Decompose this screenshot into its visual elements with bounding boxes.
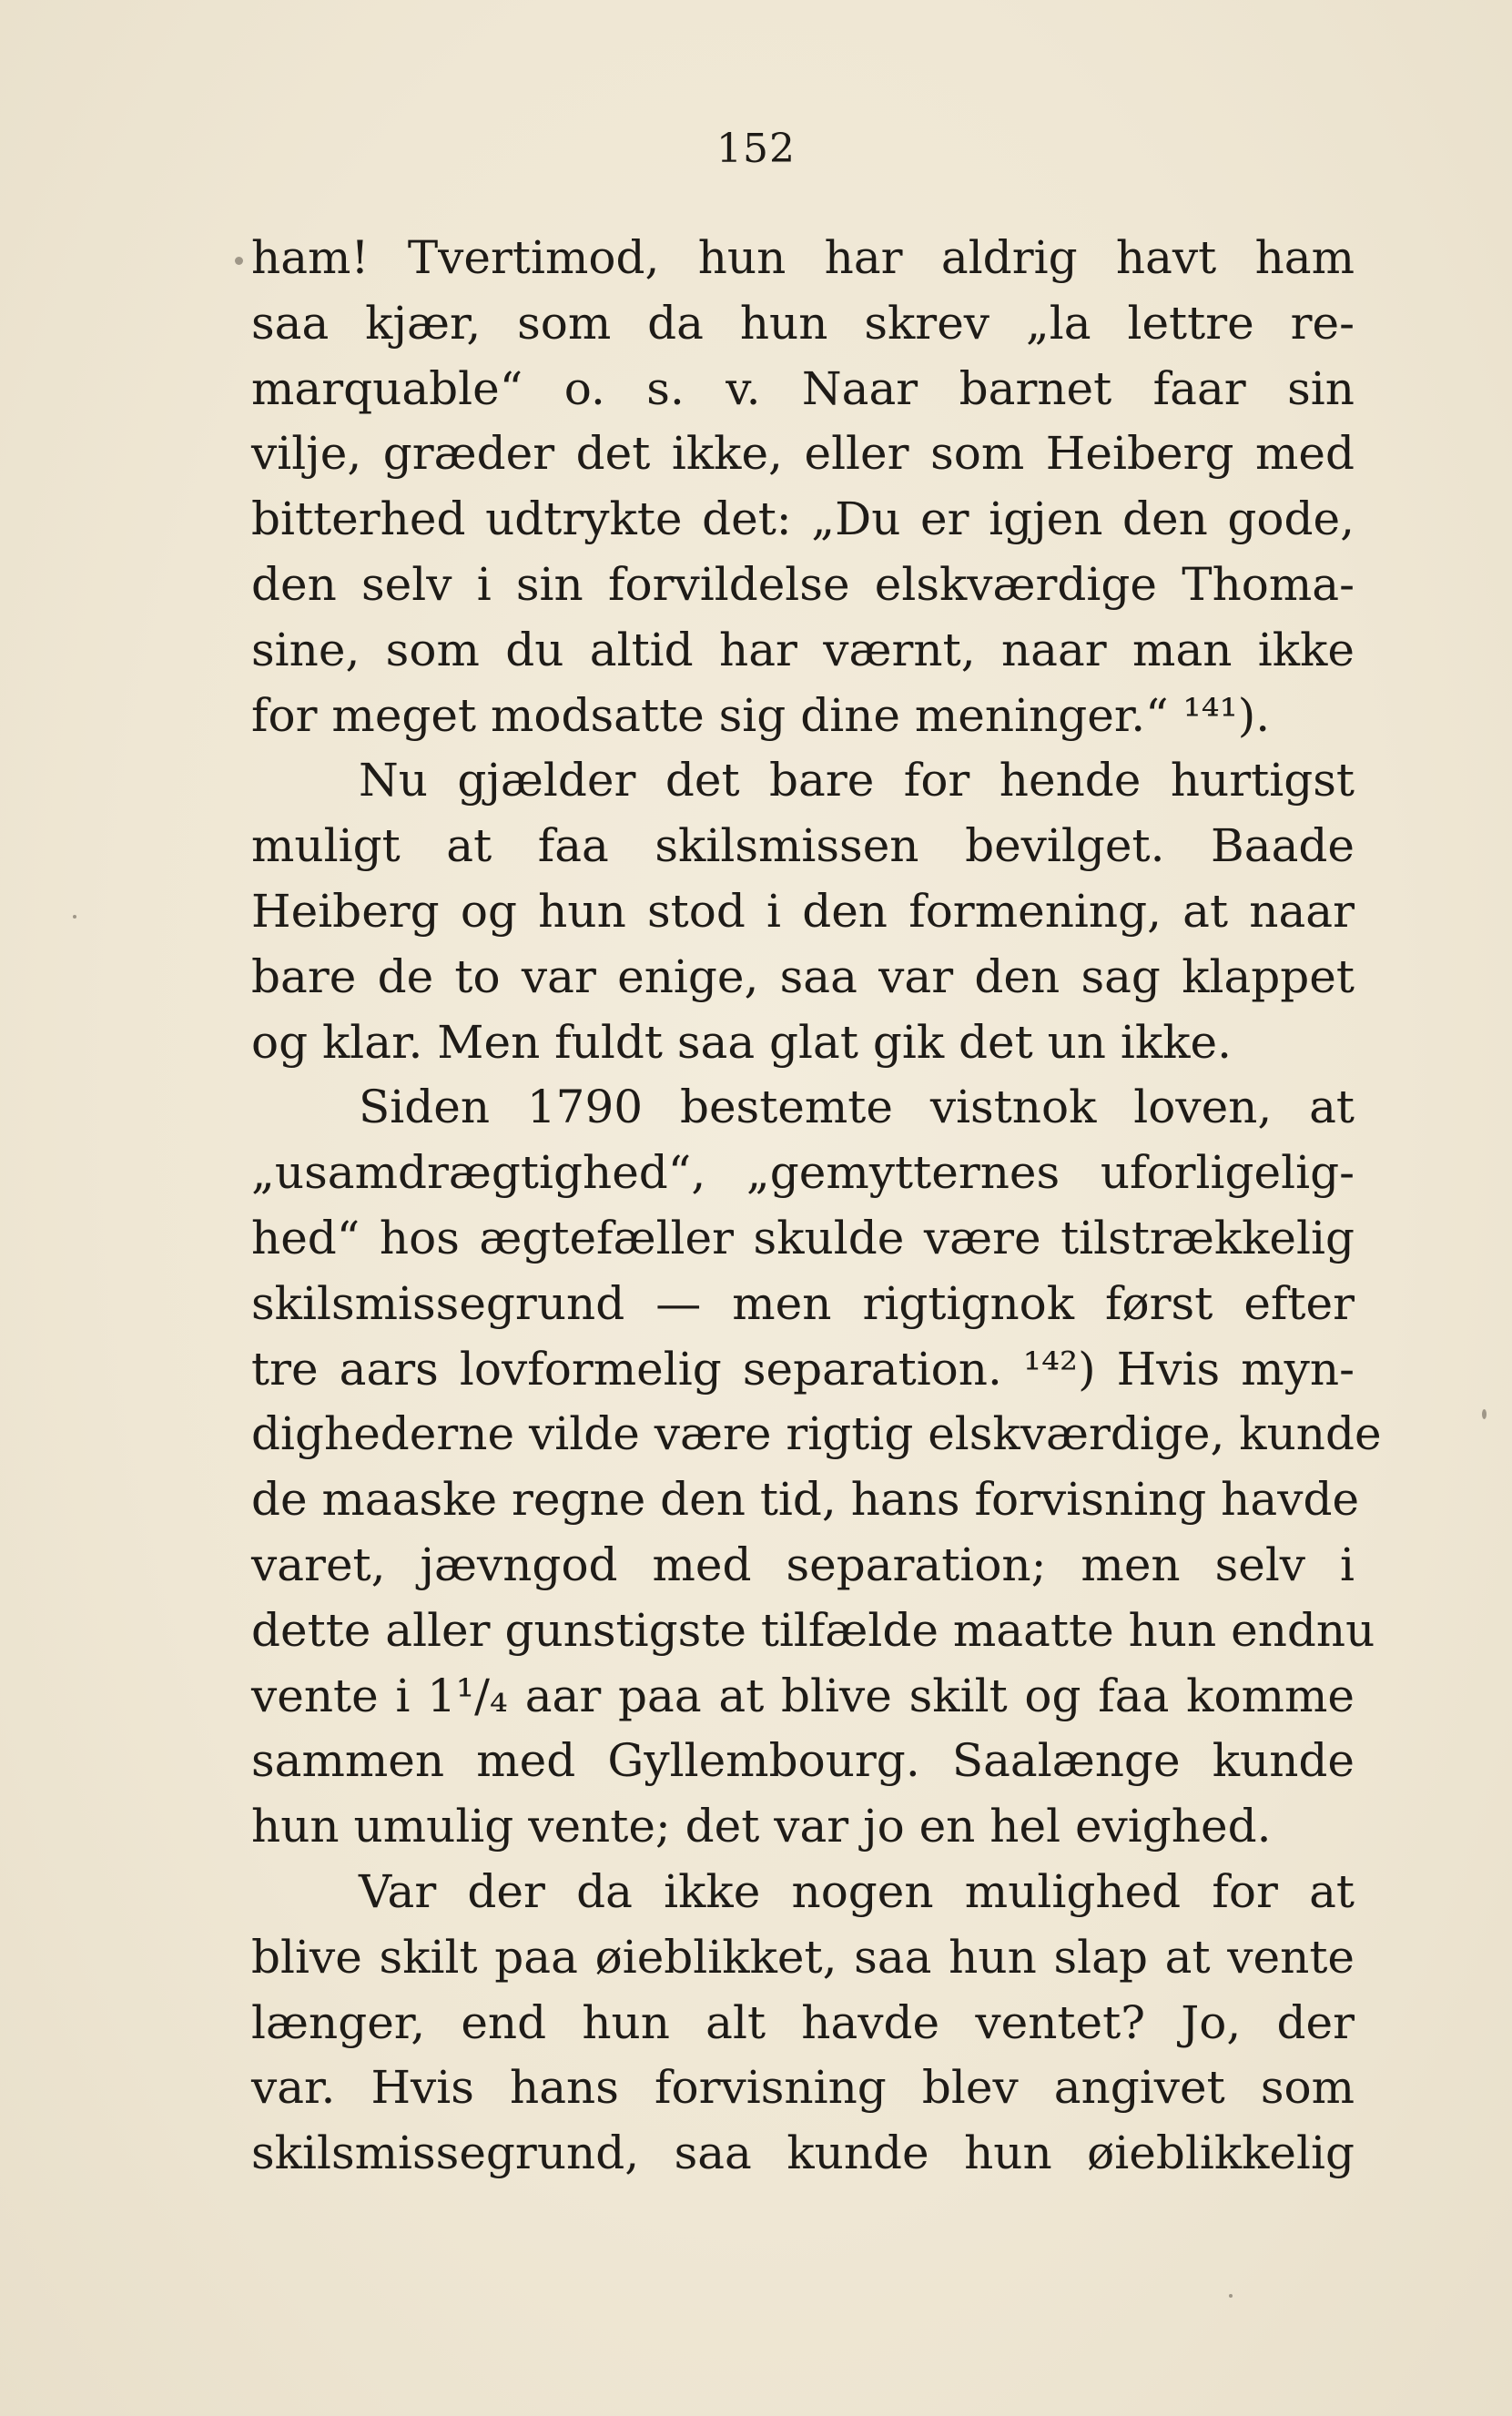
text-line: for meget modsatte sig dine meninger.“ ¹⁴¹). <box>251 688 1271 742</box>
text-line: saa kjær, som da hun skrev „la lettre re- <box>251 296 1355 350</box>
text-line: længer, end hun alt havde ventet? Jo, der <box>251 1995 1355 2049</box>
text-line: vente i 1¹/₄ aar paa at blive skilt og faa komme <box>251 1669 1355 1722</box>
text-line: hun umulig vente; det var jo en hel evighed. <box>251 1800 1272 1853</box>
text-line: varet, jævngod med separation; men selv i <box>251 1538 1355 1591</box>
text-line: skilsmissegrund — men rigtignok først efter <box>251 1276 1355 1330</box>
text-line: Heiberg og hun stod i den formening, at naar <box>251 884 1355 938</box>
text-line: den selv i sin forvildelse elskværdige Thoma- <box>251 557 1355 611</box>
text-line: muligt at faa skilsmissen bevilget. Baade <box>251 819 1355 873</box>
page-number: 152 <box>716 126 796 172</box>
text-line: Nu gjælder det bare for hende hurtigst <box>359 754 1355 807</box>
paper-speck <box>1482 1409 1487 1419</box>
paper-speck <box>1229 2294 1233 2298</box>
text-line: bitterhed udtrykte det: „Du er igjen den gode, <box>251 492 1355 546</box>
text-line: bare de to var enige, saa var den sag klappet <box>251 949 1355 1003</box>
text-line: var. Hvis hans forvisning blev angivet som <box>251 2061 1355 2115</box>
text-line: og klar. Men fuldt saa glat gik det un ikke. <box>251 1015 1232 1069</box>
text-line: marquable“ o. s. v. Naar barnet faar sin <box>251 361 1355 415</box>
paper-speck <box>73 915 76 919</box>
text-line: dighederne vilde være rigtig elskværdige, kunde <box>251 1407 1382 1461</box>
text-line: dette aller gunstigste tilfælde maatte hun endnu <box>251 1603 1375 1657</box>
text-line: sammen med Gyllembourg. Saalænge kunde <box>251 1734 1355 1788</box>
text-line: sine, som du altid har værnt, naar man ikke <box>251 623 1355 676</box>
paper-speck <box>235 257 243 265</box>
text-line: „usamdrægtighed“, „gemytternes uforligelig- <box>251 1146 1355 1200</box>
text-line: Var der da ikke nogen mulighed for at <box>359 1864 1355 1918</box>
text-line: de maaske regne den tid, hans forvisning havde <box>251 1473 1360 1527</box>
text-line: skilsmissegrund, saa kunde hun øieblikkelig <box>251 2127 1355 2180</box>
body-text <box>251 226 1382 2187</box>
text-line: ham! Tvertimod, hun har aldrig havt ham <box>251 231 1355 284</box>
text-line: Siden 1790 bestemte vistnok loven, at <box>359 1081 1355 1134</box>
text-line: tre aars lovformelig separation. ¹⁴²) Hvis myn- <box>251 1342 1355 1396</box>
text-line: vilje, græder det ikke, eller som Heiberg med <box>251 427 1355 481</box>
text-line: blive skilt paa øieblikket, saa hun slap at vente <box>251 1930 1355 1984</box>
text-line: hed“ hos ægtefæller skulde være tilstrækkelig <box>251 1211 1355 1264</box>
